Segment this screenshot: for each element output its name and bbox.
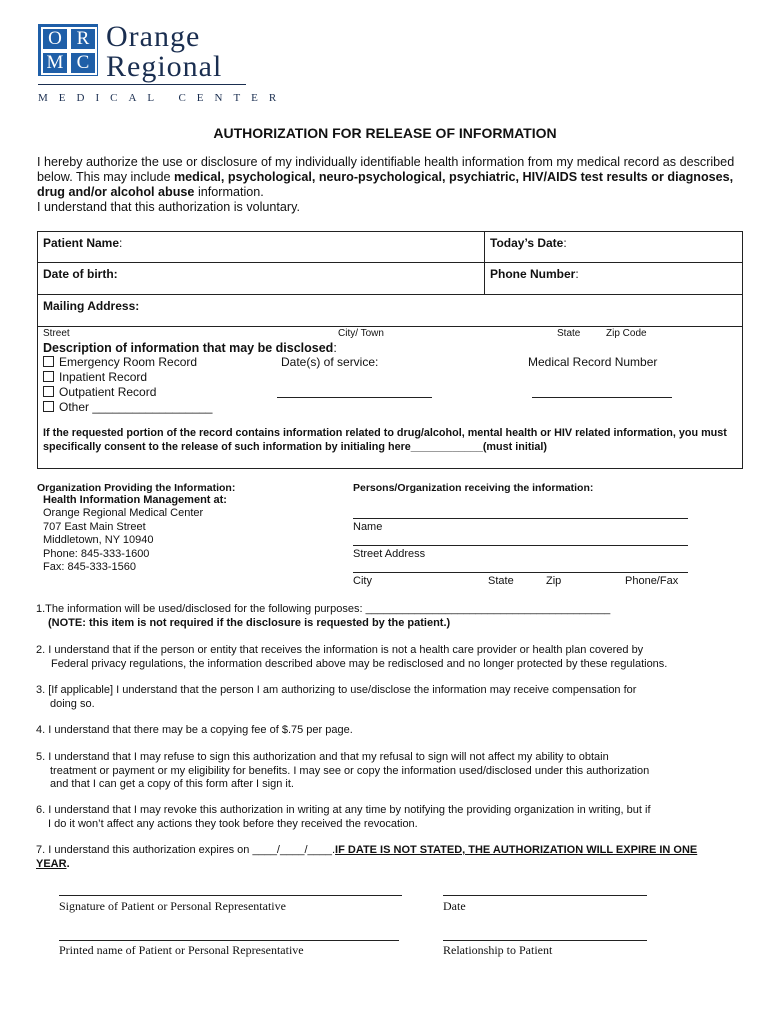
item-2-line1: 2. I understand that if the person or entity that receives the information is not a health care provider or health plan covered by: [36, 644, 644, 656]
provider-line: Fax: 845-333-1560: [43, 561, 136, 573]
form-title: AUTHORIZATION FOR RELEASE OF INFORMATION: [213, 125, 557, 141]
option-label: Inpatient Record: [59, 370, 148, 384]
medical-record-number-label: Medical Record Number: [528, 355, 658, 369]
intro-part1: I hereby authorize the use or disclosure of my individually identifiable health information from my medical record as described below. This may include: [37, 155, 735, 184]
street-caption: Street: [43, 328, 70, 339]
todays-date-label: Today’s Date: [490, 236, 564, 250]
receiver-phone-fax-label: Phone/Fax: [625, 575, 679, 587]
patient-name-label: Patient Name: [43, 236, 120, 250]
provider-line: Phone: 845-333-1600: [43, 547, 150, 560]
relationship-label: Relationship to Patient: [443, 943, 553, 957]
provider-subheading: Health Information Management at:: [43, 494, 227, 506]
item-6-line2: I do it won’t affect any actions they took before they received the revocation.: [48, 817, 418, 830]
provider-line: Middletown, NY 10940: [43, 534, 154, 546]
item-7-year: YEAR: [36, 857, 67, 870]
option-emergency-room[interactable]: [43, 355, 197, 369]
logo-cell-r: R: [69, 27, 97, 51]
relationship-input[interactable]: [443, 940, 647, 941]
signature-input[interactable]: [59, 895, 402, 896]
row-divider-3: [37, 326, 742, 327]
item-5-line3: and that I can get a copy of this form after I sign it.: [50, 778, 294, 790]
intro-bold: medical, psychological, neuro-psychological, psychiatric, HIV/AIDS test results or diagnoses, drug and/or alcohol abuse: [37, 170, 734, 199]
item-7-text: 7. I understand this authorization expires on ____/____/____.: [36, 844, 336, 856]
receiver-city-input[interactable]: [353, 572, 688, 573]
item-3: [36, 684, 736, 711]
zip-caption: Zip Code: [606, 328, 647, 339]
item-6: [36, 804, 736, 831]
receiver-heading: Persons/Organization receiving the information:: [353, 482, 594, 494]
option-label: Other __________________: [59, 400, 213, 414]
logo-divider: [38, 84, 246, 85]
description-heading: Description of information that may be disclosed:: [43, 341, 337, 355]
medical-record-number-input[interactable]: [532, 397, 672, 398]
row-divider-1: [37, 262, 742, 263]
logo-name-line1: Orange: [106, 20, 201, 53]
signature-label: Signature of Patient or Personal Representative: [59, 899, 286, 913]
logo-cell-m: M: [41, 51, 69, 75]
provider-line: 707 East Main Street: [43, 520, 146, 533]
logo-name-line2: Regional: [106, 50, 223, 83]
item-6-line1: 6. I understand that I may revoke this authorization in writing at any time by notifying the providing organization in writing, but if: [36, 804, 651, 816]
sensitive-info-notice: If the requested portion of the record contains information related to drug/alcohol, mental health or HIV related information, you must specifically consent to the release of such information by initialing here____________(must initial): [43, 427, 727, 453]
item-7-expiry-notice: IF DATE IS NOT STATED, THE AUTHORIZATION WILL EXPIRE IN ONE: [335, 844, 698, 856]
intro-part2: information.: [194, 185, 264, 199]
item-7: 7. I understand this authorization expires on ____/____/____.IF DATE IS NOT STATED, THE AUTHORIZATION WILL EXPIRE IN ONE YEAR.: [36, 844, 698, 870]
item-5-line1: 5. I understand that I may refuse to sign this authorization and that my refusal to sign will not affect my ability to obtain: [36, 751, 609, 763]
phone-label: Phone Number: [490, 267, 576, 281]
option-outpatient[interactable]: [43, 385, 156, 399]
item-5-line2: treatment or payment or my eligibility for benefits. I may see or copy the information used/disclosed under this authorization: [50, 764, 650, 777]
option-label: Emergency Room Record: [59, 355, 198, 369]
provider-heading: Organization Providing the Information:: [37, 482, 236, 494]
receiver-street-label: Street Address: [353, 548, 426, 560]
description-label: Description of information that may be disclosed: [43, 341, 334, 355]
receiver-street-input[interactable]: [353, 545, 688, 546]
item-3-line1: 3. [If applicable] I understand that the person I am authorizing to use/disclose the information may receive compensation for: [36, 684, 637, 696]
provider-line: Orange Regional Medical Center: [43, 507, 204, 519]
printed-name-input[interactable]: [59, 940, 399, 941]
dob-field[interactable]: Date of birth:: [43, 267, 118, 281]
option-inpatient[interactable]: [43, 370, 147, 384]
receiver-zip-label: Zip: [546, 575, 562, 587]
dates-of-service-label: Date(s) of service:: [281, 355, 379, 369]
logo-cell-c: C: [69, 51, 97, 75]
column-divider: [484, 231, 485, 294]
item-2: [36, 644, 736, 671]
receiver-name-label: Name: [353, 521, 383, 533]
checkbox-icon: [43, 356, 54, 367]
receiver-city-label: City: [353, 575, 372, 587]
item-4: 4. I understand that there may be a copying fee of $.75 per page.: [36, 724, 353, 736]
option-other[interactable]: [43, 400, 212, 414]
option-label: Outpatient Record: [59, 385, 157, 399]
receiver-name-input[interactable]: [353, 518, 688, 519]
provider-address: [43, 507, 203, 575]
item-1: [36, 603, 736, 630]
item-5: [36, 751, 736, 792]
checkbox-icon: [43, 401, 54, 412]
printed-name-label: Printed name of Patient or Personal Representative: [59, 943, 304, 957]
checkbox-icon: [43, 371, 54, 382]
item-1-text: 1.The information will be used/disclosed for the following purposes: ________________________________________: [36, 603, 611, 615]
logo-subtitle: MEDICAL CENTER: [38, 92, 288, 104]
item-2-line2: Federal privacy regulations, the information described above may be redisclosed and no longer protected by these regulations.: [51, 657, 668, 670]
intro-voluntary: I understand that this authorization is voluntary.: [37, 200, 300, 214]
city-caption: City/ Town: [338, 328, 384, 339]
date-label: Date: [443, 899, 466, 913]
item-3-line2: doing so.: [50, 697, 95, 710]
mailing-address-field[interactable]: Mailing Address:: [43, 299, 140, 313]
item-1-note: (NOTE: this item is not required if the disclosure is requested by the patient.): [48, 616, 451, 629]
checkbox-icon: [43, 386, 54, 397]
todays-date-field[interactable]: Today’s Date:: [490, 236, 567, 250]
logo-cell-o: O: [41, 27, 69, 51]
patient-name-field[interactable]: Patient Name:: [43, 236, 123, 250]
state-caption: State: [557, 328, 581, 339]
dates-of-service-input[interactable]: [277, 397, 432, 398]
date-input[interactable]: [443, 895, 647, 896]
intro-text: [37, 155, 737, 215]
receiver-state-label: State: [488, 575, 514, 587]
phone-field[interactable]: Phone Number:: [490, 267, 579, 281]
row-divider-2: [37, 294, 742, 295]
